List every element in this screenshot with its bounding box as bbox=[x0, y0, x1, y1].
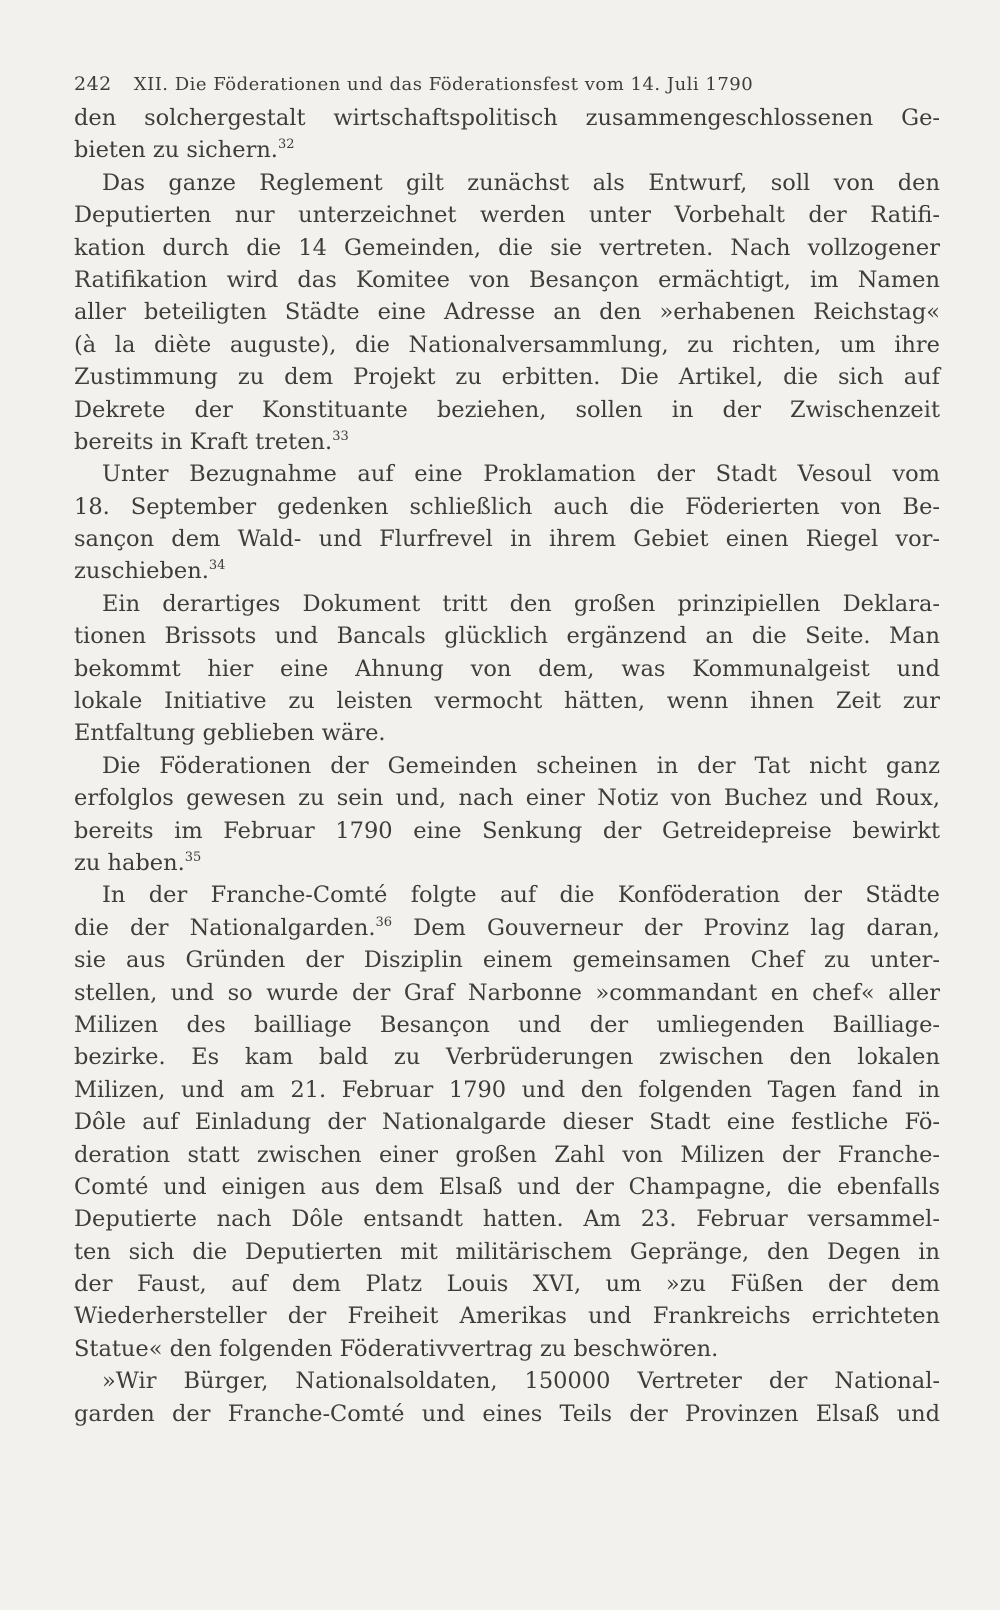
text-line bbox=[74, 1398, 940, 1430]
footnote-marker: 35 bbox=[184, 849, 202, 865]
text-line bbox=[74, 199, 940, 231]
text-line bbox=[74, 912, 940, 944]
line-text: der Faust, auf dem Platz Louis XVI, um »zu Füßen der dem bbox=[74, 1271, 940, 1298]
text-line bbox=[74, 815, 940, 847]
text-line bbox=[74, 361, 940, 393]
text-line bbox=[74, 1139, 940, 1171]
line-text: bezirke. Es kam bald zu Verbrüderungen zwischen den lokalen bbox=[74, 1044, 940, 1071]
text-line bbox=[74, 620, 940, 652]
text-line bbox=[74, 782, 940, 814]
text-line bbox=[74, 1171, 940, 1203]
text-line bbox=[74, 523, 940, 555]
text-line bbox=[74, 426, 940, 458]
line-text: Deputierte nach Dôle entsandt hatten. Am 23. Februar versammel- bbox=[74, 1206, 940, 1233]
text-line bbox=[74, 1333, 940, 1365]
line-text: Unter Bezugnahme auf eine Proklamation der Stadt Vesoul vom bbox=[102, 461, 940, 488]
text-line bbox=[74, 555, 940, 587]
line-text: erfolglos gewesen zu sein und, nach einer Notiz von Buchez und Roux, bbox=[74, 785, 940, 812]
line-text: kation durch die 14 Gemeinden, die sie vertreten. Nach vollzogener bbox=[74, 234, 940, 261]
line-text: bereits in Kraft treten. bbox=[74, 428, 333, 455]
book-page bbox=[74, 66, 940, 1430]
line-text: Dôle auf Einladung der Nationalgarde dieser Stadt eine festliche Fö- bbox=[74, 1109, 940, 1136]
line-text: Zustimmung zu dem Projekt zu erbitten. Die Artikel, die sich auf bbox=[74, 364, 940, 391]
line-text: Statue« den folgenden Föderativvertrag zu beschwören. bbox=[74, 1335, 719, 1362]
line-text: garden der Franche-Comté und eines Teils der Provinzen Elsaß und bbox=[74, 1400, 940, 1427]
line-text: sançon dem Wald- und Flurfrevel in ihrem Gebiet einen Riegel vor- bbox=[74, 526, 940, 553]
line-text: bieten zu sichern. bbox=[74, 137, 278, 164]
line-text: ten sich die Deputierten mit militärischem Gepränge, den Degen in bbox=[74, 1238, 940, 1265]
footnote-marker: 36 bbox=[375, 914, 393, 930]
text-line bbox=[74, 1268, 940, 1300]
line-text: Dekrete der Konstituante beziehen, sollen in der Zwischenzeit bbox=[74, 396, 940, 423]
line-text: Entfaltung geblieben wäre. bbox=[74, 720, 386, 747]
text-line bbox=[74, 1106, 940, 1138]
line-text: bekommt hier eine Ahnung von dem, was Kommunalgeist und bbox=[74, 655, 940, 682]
line-text: stellen, und so wurde der Graf Narbonne »commandant en chef« aller bbox=[74, 979, 940, 1006]
text-line bbox=[74, 685, 940, 717]
running-head bbox=[74, 66, 940, 102]
text-line bbox=[74, 491, 940, 523]
line-text: Milizen des bailliage Besançon und der umliegenden Bailliage- bbox=[74, 1011, 940, 1038]
line-text: Die Föderationen der Gemeinden scheinen in der Tat nicht ganz bbox=[102, 752, 940, 779]
text-line bbox=[74, 944, 940, 976]
running-title: XII. Die Föderationen und das Föderationsfest vom 14. Juli 1790 bbox=[133, 74, 754, 95]
line-text: Comté und einigen aus dem Elsaß und der Champagne, die ebenfalls bbox=[74, 1173, 940, 1200]
text-line bbox=[74, 264, 940, 296]
line-text: zuschieben. bbox=[74, 558, 209, 585]
body-text bbox=[74, 102, 940, 1430]
text-line bbox=[74, 394, 940, 426]
text-line bbox=[74, 232, 940, 264]
text-line bbox=[74, 1300, 940, 1332]
line-text-continued: Dem Gouverneur der Provinz lag daran, bbox=[392, 914, 940, 941]
line-text: lokale Initiative zu leisten vermocht hätten, wenn ihnen Zeit zur bbox=[74, 688, 940, 715]
text-line bbox=[74, 1236, 940, 1268]
footnote-marker: 33 bbox=[332, 428, 349, 444]
text-line bbox=[74, 1041, 940, 1073]
line-text: 18. September gedenken schließlich auch die Föderierten von Be- bbox=[74, 493, 940, 520]
line-text: aller beteiligten Städte eine Adresse an den »erhabenen Reichstag« bbox=[74, 299, 940, 326]
text-line bbox=[74, 717, 940, 749]
line-text: Wiederhersteller der Freiheit Amerikas und Frankreichs errichteten bbox=[74, 1303, 940, 1330]
line-text: zu haben. bbox=[74, 849, 185, 876]
page-number: 242 bbox=[74, 73, 112, 95]
line-text: bereits im Februar 1790 eine Senkung der Getreidepreise bewirkt bbox=[74, 817, 940, 844]
line-text: sie aus Gründen der Disziplin einem gemeinsamen Chef zu unter- bbox=[74, 947, 940, 974]
line-text: Milizen, und am 21. Februar 1790 und den folgenden Tagen fand in bbox=[74, 1076, 940, 1103]
line-text: (à la diète auguste), die Nationalversammlung, zu richten, um ihre bbox=[74, 331, 940, 358]
footnote-marker: 32 bbox=[277, 137, 295, 153]
text-line bbox=[74, 653, 940, 685]
line-text: die der Nationalgarden. bbox=[74, 914, 376, 941]
line-text: Das ganze Reglement gilt zunächst als Entwurf, soll von den bbox=[102, 169, 940, 196]
text-line bbox=[74, 134, 940, 166]
text-line bbox=[74, 1074, 940, 1106]
text-line bbox=[74, 879, 940, 911]
text-line bbox=[74, 1365, 940, 1397]
text-line bbox=[74, 329, 940, 361]
line-text: Ratifikation wird das Komitee von Besançon ermächtigt, im Namen bbox=[74, 266, 940, 293]
line-text: deration statt zwischen einer großen Zahl von Milizen der Franche- bbox=[74, 1141, 940, 1168]
line-text: Deputierten nur unterzeichnet werden unter Vorbehalt der Ratifi- bbox=[74, 202, 940, 229]
line-text: Ein derartiges Dokument tritt den großen prinzipiellen Deklara- bbox=[102, 590, 940, 617]
line-text: tionen Brissots und Bancals glücklich ergänzend an die Seite. Man bbox=[74, 623, 940, 650]
text-line bbox=[74, 458, 940, 490]
text-line bbox=[74, 167, 940, 199]
footnote-marker: 34 bbox=[208, 558, 226, 574]
text-line bbox=[74, 588, 940, 620]
text-line bbox=[74, 847, 940, 879]
text-line bbox=[74, 1203, 940, 1235]
line-text: den solchergestalt wirtschaftspolitisch zusammengeschlossenen Ge- bbox=[74, 105, 940, 131]
line-text: »Wir Bürger, Nationalsoldaten, 150000 Vertreter der National- bbox=[102, 1368, 940, 1395]
text-line bbox=[74, 102, 940, 134]
text-line bbox=[74, 750, 940, 782]
line-text: In der Franche-Comté folgte auf die Konföderation der Städte bbox=[102, 882, 940, 909]
text-line bbox=[74, 977, 940, 1009]
text-line bbox=[74, 1009, 940, 1041]
text-line bbox=[74, 296, 940, 328]
